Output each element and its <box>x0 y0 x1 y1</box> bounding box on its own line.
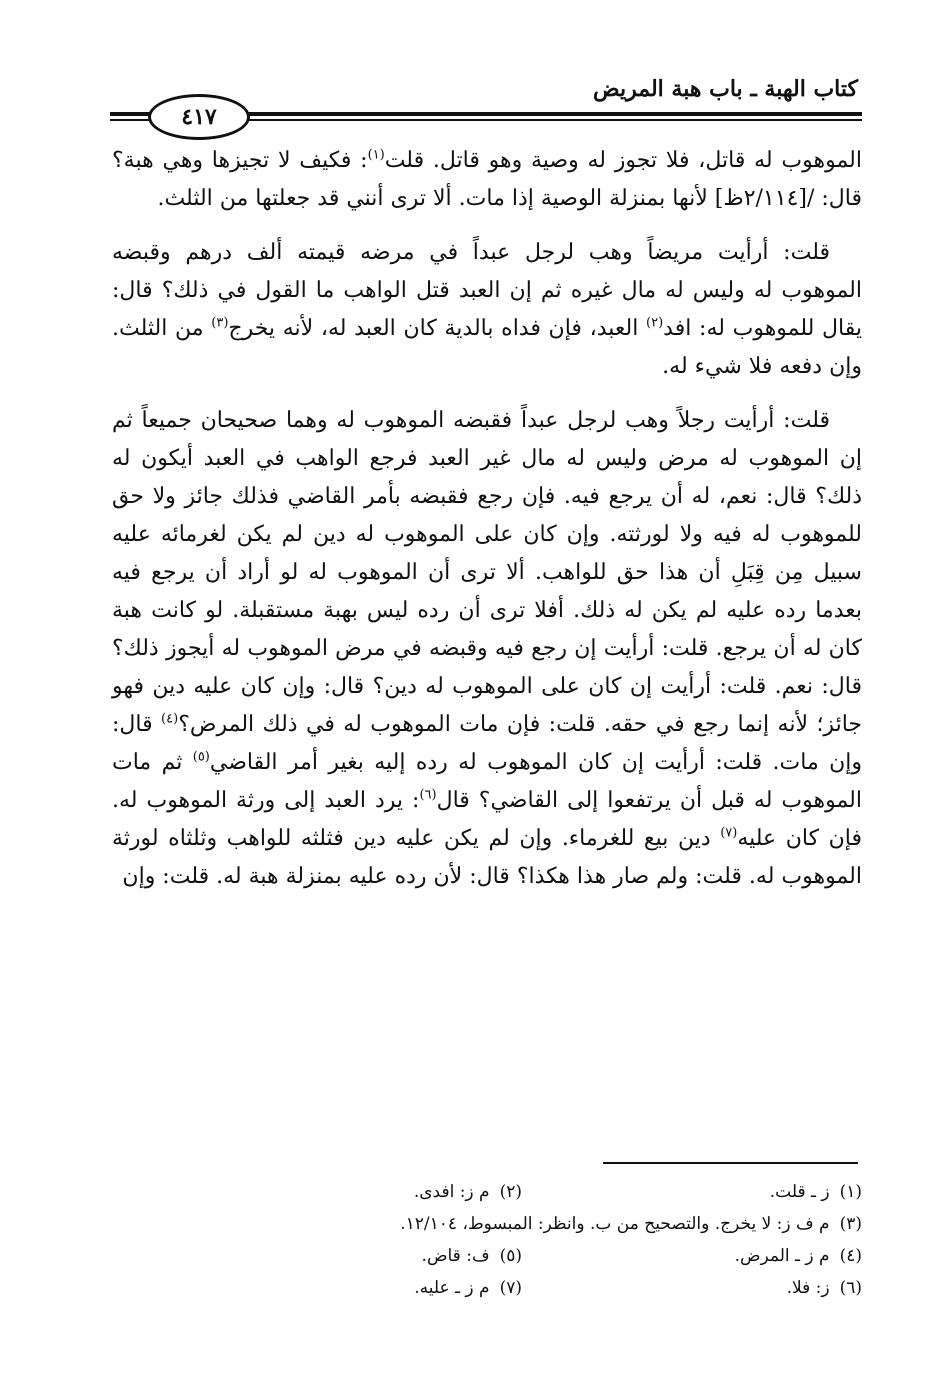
footnote-text: ز ـ قلت. <box>769 1182 830 1202</box>
footnote-ref-5: (٥) <box>192 749 210 765</box>
footnote-text: م ز: افدى. <box>413 1182 490 1202</box>
running-title: كتاب الهبة ـ باب هبة المريض <box>593 76 858 102</box>
text-segment: : يرد العبد إلى ورثة الموهوب له. فإن كان عليه <box>112 788 862 851</box>
footnote-ref-4: (٤) <box>161 711 179 727</box>
footnote-number: (٥) <box>499 1246 522 1266</box>
footnotes <box>112 1176 862 1304</box>
text-segment: دين بيع للغرماء. وإن لم يكن عليه دين فثلثه للواهب وثلثاه لورثة الموهوب له. قلت: ولم صار هذا هكذا؟ قال: لأن رده عليه بمنزلة هبة له. قلت: وإن <box>112 826 862 889</box>
footnote-ref-3: (٣) <box>211 315 229 331</box>
page-header <box>110 74 862 130</box>
paragraph-text <box>112 402 862 896</box>
footnote-row <box>112 1208 862 1240</box>
footnote-4 <box>522 1240 862 1272</box>
footnote-2 <box>182 1176 522 1208</box>
main-text <box>112 142 862 912</box>
footnote-text: م ز ـ عليه. <box>414 1278 490 1298</box>
footnote-ref-2: (٢) <box>646 315 664 331</box>
footnote-6 <box>522 1272 862 1304</box>
footnote-ref-1: (١) <box>367 147 385 163</box>
text-segment: العبد، فإن فداه بالدية كان العبد له، لأنه يخرج <box>228 316 647 341</box>
text-segment: من الثلث. وإن دفعه فلا شيء له. <box>112 316 862 379</box>
paragraph-3 <box>112 402 862 896</box>
text-segment: : فكيف لا تجيزها وهي هبة؟ قال: /[٢/١١٤ظ] لأنها بمنزلة الوصية إذا مات. ألا ترى أنني قد جعلتها من الثلث. <box>112 148 862 211</box>
footnote-text: ف: قاض. <box>421 1246 490 1266</box>
text-segment: ثم مات الموهوب له قبل أن يرتفعوا إلى القاضي؟ قال <box>112 750 862 813</box>
footnote-text: ز: فلا. <box>786 1278 830 1298</box>
footnote-5 <box>182 1240 522 1272</box>
footnote-3 <box>112 1208 862 1240</box>
text-segment: الموهوب له قاتل، فلا تجوز له وصية وهو قاتل. قلت <box>384 148 862 173</box>
footnote-1 <box>522 1176 862 1208</box>
footnote-row <box>112 1240 862 1272</box>
footnote-text: م ز ـ المرض. <box>734 1246 830 1266</box>
paragraph-text <box>112 234 862 386</box>
page-number: ٤١٧ <box>148 94 250 140</box>
footnote-number: (٢) <box>499 1182 522 1202</box>
footnote-number: (٣) <box>839 1214 862 1234</box>
text-segment: قال: وإن مات. قلت: أرأيت إن كان الموهوب له رده إليه بغير أمر القاضي <box>112 712 862 775</box>
footnote-number: (١) <box>839 1182 862 1202</box>
paragraph-1 <box>112 142 862 218</box>
paragraph-2 <box>112 234 862 386</box>
footnote-7 <box>182 1272 522 1304</box>
footnote-ref-7: (٧) <box>720 825 738 841</box>
footnote-number: (٦) <box>839 1278 862 1298</box>
footnote-text: م ف ز: لا يخرج. والتصحيح من ب. وانظر: المبسوط، ١٢/١٠٤. <box>400 1214 830 1234</box>
footnote-row <box>112 1272 862 1304</box>
footnote-number: (٤) <box>839 1246 862 1266</box>
text-segment: قلت: أرأيت رجلاً وهب لرجل عبداً فقبضه الموهوب له وهما صحيحان جميعاً ثم إن الموهوب له مرض وليس له مال غير العبد فرجع الواهب في العبد أيكون له ذلك؟ قال: نعم، له أن يرجع فيه. فإن رجع فقبضه بأمر القاضي فذلك جائز ولا حق للموهوب له فيه ولا لورثته. وإن كان على الموهوب له دين لم يكن لغرمائه عليه سبيل مِن قِبَلِ أن هذا حق للواهب. ألا ترى أن الموهوب له لو أراد أن يرجع فيه بعدما رده عليه لم يكن له ذلك. أفلا ترى أن رده ليس بهبة مستقبلة. لو كانت هبة كان له أن يرجع. قلت: أرأيت إن رجع فيه وقبضه في مرض الموهوب له أيجوز ذلك؟ قال: نعم. قلت: أرأيت إن كان على الموهوب له دين؟ قال: وإن كان عليه دين فهو جائز؛ لأنه إنما رجع في حقه. قلت: فإن مات الموهوب له في ذلك المرض؟ <box>112 408 863 737</box>
paragraph-text <box>112 142 862 218</box>
text-segment: قلت: أرأيت مريضاً وهب لرجل عبداً في مرضه قيمته ألف درهم وقبضه الموهوب له وليس له مال غيره ثم إن العبد قتل الواهب ما القول في ذلك؟ قال: يقال للموهوب له: افد <box>112 240 863 341</box>
footnote-number: (٧) <box>499 1278 522 1298</box>
footnote-separator <box>603 1162 858 1164</box>
footnote-ref-6: (٦) <box>419 787 437 803</box>
footnote-row <box>112 1176 862 1208</box>
